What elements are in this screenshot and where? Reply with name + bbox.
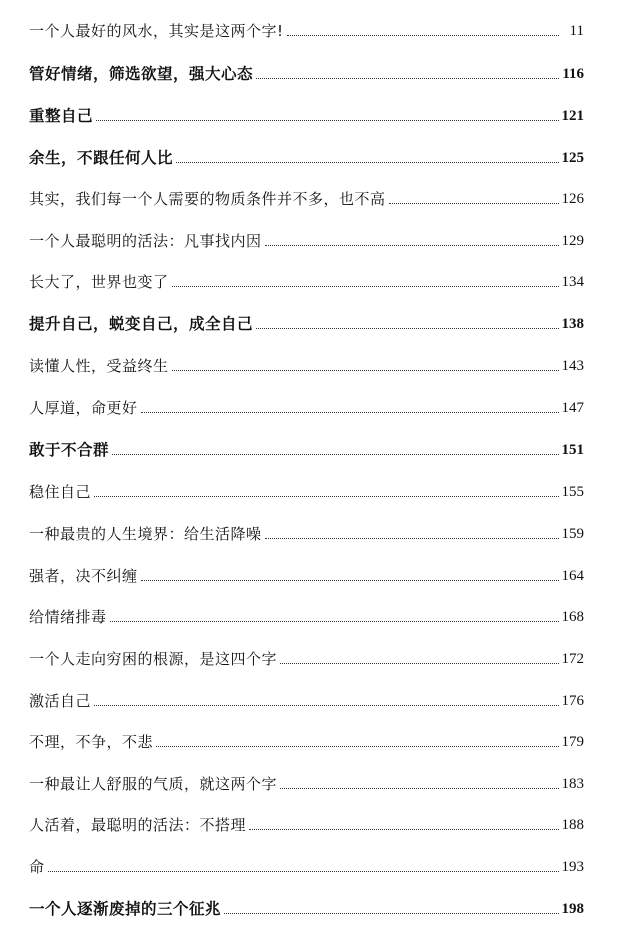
toc-entry-title: 一个人最好的风水，其实是这两个字! xyxy=(29,22,284,40)
toc-entry[interactable] xyxy=(29,224,584,250)
toc-leader-dots xyxy=(110,621,559,622)
toc-leader-dots xyxy=(96,120,558,121)
toc-entry-page: 198 xyxy=(561,901,584,917)
toc-entry-page: 143 xyxy=(561,358,584,374)
toc-entry-title: 长大了，世界也变了 xyxy=(29,273,169,291)
toc-entry[interactable] xyxy=(29,433,584,459)
toc-entry[interactable] xyxy=(29,99,584,125)
toc-entry-title: 强者，决不纠缠 xyxy=(29,567,138,585)
toc-entry-page: 188 xyxy=(561,817,584,833)
toc-leader-dots xyxy=(389,203,559,204)
toc-entry-title: 不理，不争，不悲 xyxy=(29,733,154,751)
toc-entry-title: 给情绪排毒 xyxy=(29,608,107,626)
toc-entry[interactable] xyxy=(29,559,584,585)
toc-leader-dots xyxy=(256,78,559,79)
toc-leader-dots xyxy=(224,913,558,914)
toc-entry-title: 一个人最聪明的活法：凡事找内因 xyxy=(29,232,262,250)
toc-entry[interactable] xyxy=(29,307,584,333)
toc-entry[interactable] xyxy=(29,265,584,291)
toc-leader-dots xyxy=(176,162,558,163)
toc-entry-title: 敢于不合群 xyxy=(29,441,110,459)
toc-entry-title: 余生，不跟任何人比 xyxy=(29,149,174,167)
toc-leader-dots xyxy=(156,746,558,747)
toc-leader-dots xyxy=(265,538,559,539)
toc-leader-dots xyxy=(280,788,558,789)
toc-entry-page: 126 xyxy=(561,191,584,207)
toc-entry-title: 提升自己，蜕变自己，成全自己 xyxy=(29,315,254,333)
toc-entry[interactable] xyxy=(29,600,584,626)
toc-leader-dots xyxy=(141,580,559,581)
toc-entry-page: 176 xyxy=(561,693,584,709)
toc-leader-dots xyxy=(280,663,558,664)
toc-entry[interactable] xyxy=(29,14,584,40)
toc-leader-dots xyxy=(287,35,559,36)
toc-entry[interactable] xyxy=(29,642,584,668)
toc-leader-dots xyxy=(112,454,558,455)
toc-entry-title: 稳住自己 xyxy=(29,483,92,501)
toc-entry[interactable] xyxy=(29,850,584,876)
toc-entry-title: 一个人逐渐废掉的三个征兆 xyxy=(29,900,222,918)
toc-leader-dots xyxy=(141,412,559,413)
toc-entry[interactable] xyxy=(29,808,584,834)
toc-entry[interactable] xyxy=(29,141,584,167)
toc-entry-page: 193 xyxy=(561,859,584,875)
toc-entry[interactable] xyxy=(29,767,584,793)
toc-entry-title: 一种最贵的人生境界：给生活降噪 xyxy=(29,525,262,543)
toc-entry[interactable] xyxy=(29,182,584,208)
toc-entry-title: 人厚道，命更好 xyxy=(29,399,138,417)
toc-entry-page: 172 xyxy=(561,651,584,667)
toc-entry-page: 151 xyxy=(561,442,584,458)
toc-leader-dots xyxy=(94,496,558,497)
toc-entry-page: 129 xyxy=(561,233,584,249)
toc-entry-page: 164 xyxy=(561,568,584,584)
toc-entry-title: 人活着，最聪明的活法：不搭理 xyxy=(29,816,247,834)
toc-entry-page: 159 xyxy=(561,526,584,542)
toc-entry-page: 179 xyxy=(561,734,584,750)
toc-entry[interactable] xyxy=(29,475,584,501)
toc-entry-page: 155 xyxy=(561,484,584,500)
toc-leader-dots xyxy=(172,286,559,287)
toc-leader-dots xyxy=(265,245,559,246)
toc-entry-page: 121 xyxy=(561,108,584,124)
toc-entry[interactable] xyxy=(29,684,584,710)
toc-entry[interactable] xyxy=(29,517,584,543)
toc-leader-dots xyxy=(94,705,558,706)
toc-entry-page: 125 xyxy=(561,150,584,166)
toc-entry-page: 183 xyxy=(561,776,584,792)
toc-entry-page: 168 xyxy=(561,609,584,625)
toc-leader-dots xyxy=(256,328,558,329)
toc-entry[interactable] xyxy=(29,391,584,417)
toc-entry-page: 116 xyxy=(562,66,584,82)
toc-entry-title: 命 xyxy=(29,858,45,876)
toc-entry-title: 其实，我们每一个人需要的物质条件并不多，也不高 xyxy=(29,190,386,208)
toc-entry-title: 激活自己 xyxy=(29,692,92,710)
toc-leader-dots xyxy=(48,871,559,872)
toc-entry-title: 一种最让人舒服的气质，就这两个字 xyxy=(29,775,278,793)
toc-entry[interactable] xyxy=(29,349,584,375)
toc-entry[interactable] xyxy=(29,57,584,83)
toc-entry-title: 重整自己 xyxy=(29,107,94,125)
toc-entry-title: 管好情绪，筛选欲望，强大心态 xyxy=(29,65,254,83)
toc-leader-dots xyxy=(172,370,559,371)
toc-leader-dots xyxy=(249,829,558,830)
toc-entry[interactable] xyxy=(29,892,584,918)
toc-entry-page: 138 xyxy=(561,316,584,332)
toc-entry-page: 134 xyxy=(561,274,584,290)
toc-entry-title: 读懂人性，受益终生 xyxy=(29,357,169,375)
toc-entry[interactable] xyxy=(29,725,584,751)
toc-entry-title: 一个人走向穷困的根源，是这四个字 xyxy=(29,650,278,668)
toc-entry-page: 147 xyxy=(561,400,584,416)
toc-entry-page: 11 xyxy=(569,23,584,39)
